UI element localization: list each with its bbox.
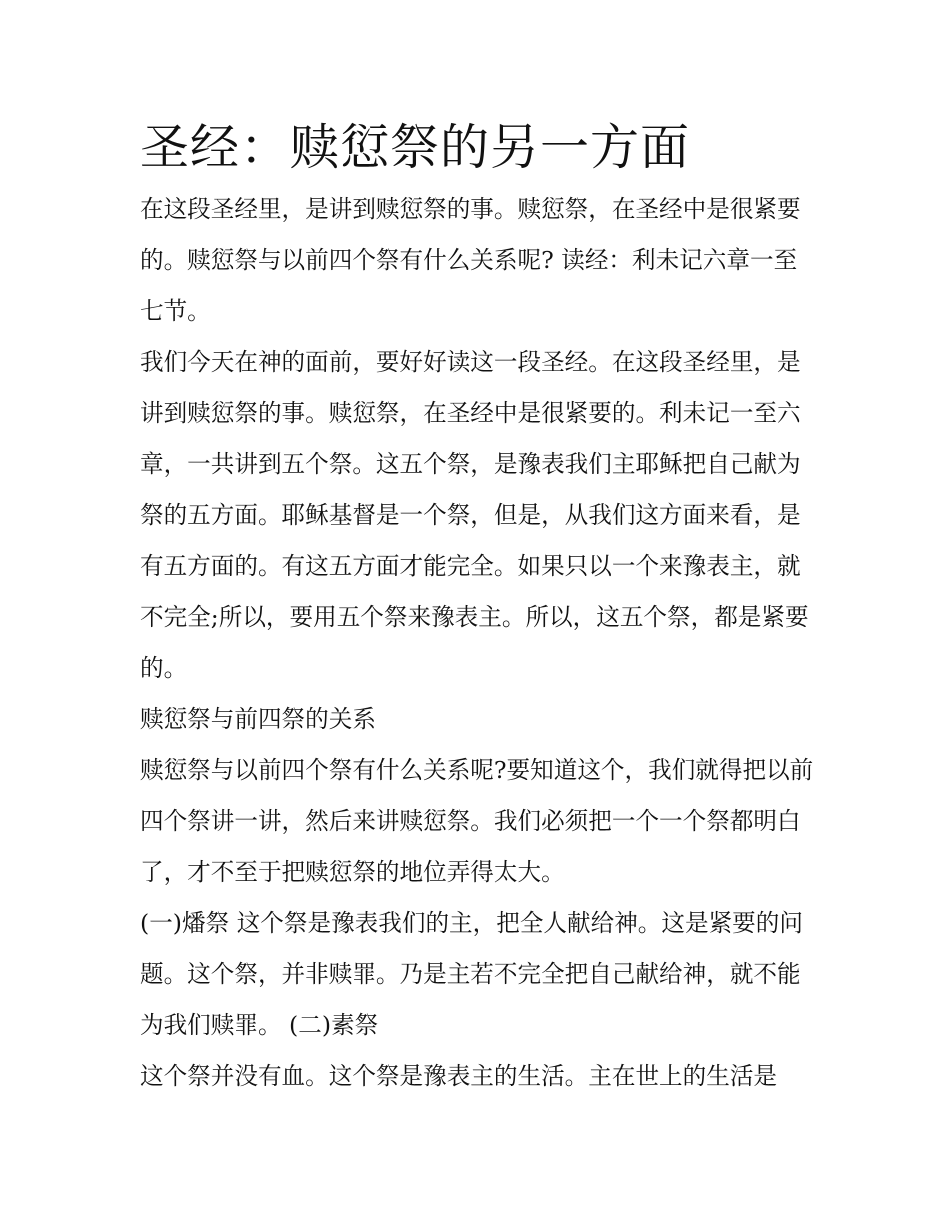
paragraph-meal-offering: 这个祭并没有血。这个祭是豫表主的生活。主在世上的生活是 xyxy=(140,1062,778,1090)
paragraph-five-offerings: 我们今天在神的面前，要好好读这一段圣经。在这段圣经里，是讲到赎愆祭的事。赎愆祭，在圣经中是很紧要的。利未记一至六章，一共讲到五个祭。这五个祭，是豫表我们主耶稣把自己献为祭的五方面。耶稣基督是一个祭，但是，从我们这方面来看，是有五方面的。有这五方面才能完全。如果只以一个来豫表主，就不完全;所以，要用五个祭来豫表主。所以，这五个祭，都是紧要的。 xyxy=(140,348,809,682)
document-page xyxy=(140,112,815,1102)
section-heading: 赎愆祭与前四祭的关系 xyxy=(140,705,376,733)
paragraph-burnt-offering: (一)燔祭 这个祭是豫表我们的主，把全人献给神。这是紧要的问题。这个祭，并非赎罪。乃是主若不完全把自己献给神，就不能为我们赎罪。 (二)素祭 xyxy=(140,909,803,1039)
paragraph-intro: 在这段圣经里，是讲到赎愆祭的事。赎愆祭，在圣经中是很紧要的。赎愆祭与以前四个祭有什么关系呢? 读经：利未记六章一至七节。 xyxy=(140,195,801,325)
paragraph-relation: 赎愆祭与以前四个祭有什么关系呢?要知道这个，我们就得把以前四个祭讲一讲，然后来讲赎愆祭。我们必须把一个一个祭都明白了，才不至于把赎愆祭的地位弄得太大。 xyxy=(140,756,814,886)
document-title: 圣经：赎愆祭的另一方面 xyxy=(140,119,691,176)
